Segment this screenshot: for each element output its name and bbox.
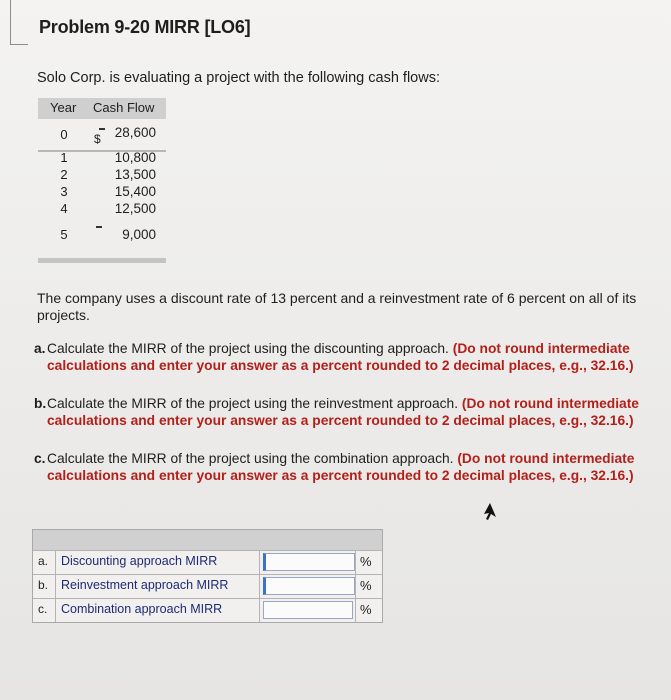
answer-row-combination <box>33 598 382 621</box>
percent-unit: % <box>360 578 372 593</box>
answer-letter: b. <box>38 578 49 592</box>
table-row-year: 3 <box>60 184 68 199</box>
problem-intro: Solo Corp. is evaluating a project with the following cash flows: <box>37 70 440 86</box>
cash-flow-table-header <box>38 98 166 119</box>
problem-title: Problem 9-20 MIRR [LO6] <box>39 17 251 37</box>
answer-row-discounting <box>33 550 382 573</box>
combination-mirr-input[interactable] <box>263 601 353 619</box>
table-row-value: 9,000 <box>122 227 156 242</box>
table-row-value: 13,500 <box>114 167 156 182</box>
percent-unit: % <box>360 602 372 617</box>
answer-label: Discounting approach MIRR <box>61 554 218 568</box>
table-row-value: 12,500 <box>114 201 156 216</box>
reinvestment-mirr-input[interactable] <box>263 577 355 595</box>
question-instruction: (Do not round intermediate calculations and enter your answer as a percent rounded to 2 decimal places, e.g., 32.16.) <box>47 396 639 428</box>
table-row-year: 4 <box>60 201 68 216</box>
table-row-value: 15,400 <box>114 184 156 199</box>
answer-label: Combination approach MIRR <box>61 602 223 616</box>
question-instruction: (Do not round intermediate calculations and enter your answer as a percent rounded to 2 decimal places, e.g., 32.16.) <box>47 451 635 483</box>
question-text: Calculate the MIRR of the project using the combination approach. <box>47 451 454 466</box>
cash-flow-table <box>38 98 166 266</box>
table-row-value: 10,800 <box>114 150 156 165</box>
question-text: Calculate the MIRR of the project using the reinvestment approach. <box>47 396 459 411</box>
percent-unit: % <box>360 554 372 569</box>
table-row-year: 2 <box>60 167 68 182</box>
question-instruction: (Do not round intermediate calculations and enter your answer as a percent rounded to 2 decimal places, e.g., 32.16.) <box>47 341 634 373</box>
question-a <box>34 340 644 374</box>
question-text: Calculate the MIRR of the project using the discounting approach. <box>47 341 449 356</box>
question-b <box>34 395 644 429</box>
mouse-pointer-icon <box>482 502 498 522</box>
table-row-year: 1 <box>60 150 68 165</box>
question-c <box>34 450 644 484</box>
answer-letter: a. <box>38 554 49 568</box>
problem-description: The company uses a discount rate of 13 percent and a reinvestment rate of 6 percent on all of its projects. <box>37 290 637 323</box>
currency-symbol: $ <box>94 132 101 146</box>
answer-row-reinvestment <box>33 574 382 597</box>
discounting-mirr-input[interactable] <box>263 553 355 571</box>
year-column-header: Year <box>50 100 77 115</box>
answer-letter: c. <box>38 602 48 616</box>
table-row-year: 5 <box>60 227 68 242</box>
margin-rule <box>10 0 11 45</box>
table-row-value: 28,600 <box>114 125 156 140</box>
table-row-year: 0 <box>60 127 68 142</box>
answer-table-header <box>33 530 382 550</box>
table-footer-bar <box>38 258 166 263</box>
margin-rule-foot <box>10 44 28 45</box>
answer-label: Reinvestment approach MIRR <box>61 578 229 592</box>
question-label: a. <box>34 341 46 356</box>
question-label: c. <box>34 451 46 466</box>
answer-table <box>32 529 383 623</box>
question-label: b. <box>34 396 47 411</box>
cash-flow-column-header: Cash Flow <box>93 100 155 115</box>
